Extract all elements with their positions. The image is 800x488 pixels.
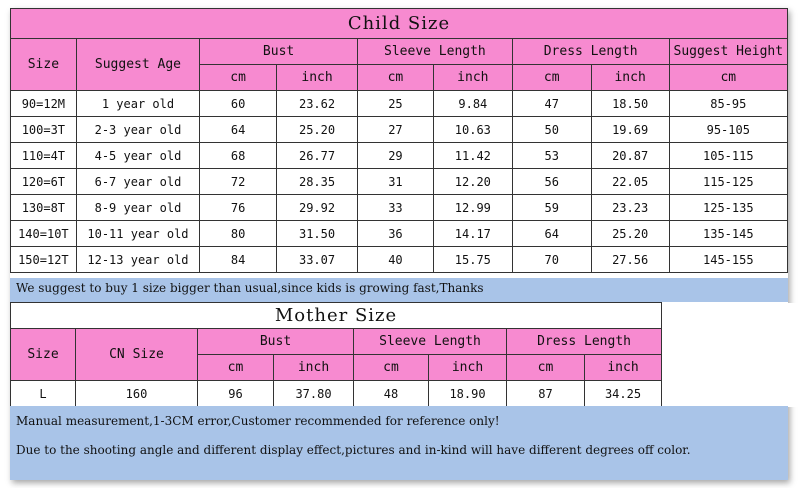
table-row [11,117,788,143]
cell-size: 130=8T [11,195,77,221]
cell-sleeve-in: 11.42 [433,143,512,169]
mother-cell-dress-inch: 34.25 [585,381,662,407]
cell-dress-in: 22.05 [591,169,669,195]
cell-dress-in: 18.50 [591,91,669,117]
child-size-title: Child Size [347,13,451,34]
cell-sleeve-in: 14.17 [433,221,512,247]
header-bust-inch: inch [277,65,358,91]
cell-bust-cm: 80 [200,221,277,247]
cell-bust-cm: 84 [200,247,277,273]
header-suggest-height: Suggest Height [669,39,787,65]
cell-dress-in: 20.87 [591,143,669,169]
table-row [11,91,788,117]
cell-bust-cm: 60 [200,91,277,117]
cell-dress-cm: 70 [512,247,591,273]
cell-dress-cm: 47 [512,91,591,117]
mother-header-size: Size [11,329,76,381]
mother-cell-bust-cm: 96 [198,381,274,407]
cell-height: 95-105 [669,117,787,143]
mother-cell-cn: 160 [76,381,198,407]
cell-bust-cm: 64 [200,117,277,143]
header-sleeve-inch: inch [433,65,512,91]
cell-sleeve-cm: 31 [358,169,434,195]
cell-height: 125-135 [669,195,787,221]
cell-size: 140=10T [11,221,77,247]
note-color-difference: Due to the shooting angle and different display effect,pictures and in-kind will have different degrees off color. [16,443,691,457]
cell-age: 1 year old [76,91,199,117]
table-row [11,221,788,247]
cell-dress-in: 27.56 [591,247,669,273]
mother-header-sleeve-inch: inch [429,355,507,381]
cell-sleeve-cm: 27 [358,117,434,143]
cell-bust-cm: 76 [200,195,277,221]
cell-height: 115-125 [669,169,787,195]
mother-size-table [10,302,800,407]
child-size-table [10,8,788,273]
cell-size: 150=12T [11,247,77,273]
header-dress-inch: inch [591,65,669,91]
header-sleeve-length: Sleeve Length [358,39,513,65]
cell-dress-cm: 50 [512,117,591,143]
cell-bust-in: 23.62 [277,91,358,117]
cell-bust-in: 31.50 [277,221,358,247]
mother-header-cn-size: CN Size [76,329,198,381]
cell-bust-cm: 72 [200,169,277,195]
cell-sleeve-cm: 33 [358,195,434,221]
mother-header-bust-inch: inch [274,355,354,381]
header-bust: Bust [200,39,358,65]
cell-bust-in: 25.20 [277,117,358,143]
table-row [11,169,788,195]
cell-sleeve-cm: 40 [358,247,434,273]
mother-size-title: Mother Size [274,305,398,326]
mother-header-dress-inch: inch [585,355,662,381]
mother-header-bust-cm: cm [198,355,274,381]
cell-sleeve-in: 12.99 [433,195,512,221]
cell-size: 100=3T [11,117,77,143]
header-dress-cm: cm [512,65,591,91]
cell-dress-in: 23.23 [591,195,669,221]
table-row [11,143,788,169]
cell-dress-cm: 64 [512,221,591,247]
header-dress-length: Dress Length [512,39,669,65]
cell-dress-in: 25.20 [591,221,669,247]
cell-age: 6-7 year old [76,169,199,195]
cell-age: 12-13 year old [76,247,199,273]
mother-cell-size: L [11,381,76,407]
cell-sleeve-cm: 29 [358,143,434,169]
note-measurement-error: Manual measurement,1-3CM error,Customer recommended for reference only! [16,414,500,428]
mother-cell-sleeve-inch: 18.90 [429,381,507,407]
cell-height: 145-155 [669,247,787,273]
cell-sleeve-in: 9.84 [433,91,512,117]
cell-dress-cm: 53 [512,143,591,169]
cell-dress-cm: 59 [512,195,591,221]
cell-height: 105-115 [669,143,787,169]
cell-bust-in: 33.07 [277,247,358,273]
size-chart [10,8,788,480]
mother-header-bust: Bust [198,329,354,355]
cell-sleeve-cm: 25 [358,91,434,117]
mother-header-sleeve-length: Sleeve Length [354,329,507,355]
mother-cell-dress-cm: 87 [507,381,585,407]
table-row [11,247,788,273]
cell-bust-in: 29.92 [277,195,358,221]
cell-dress-in: 19.69 [591,117,669,143]
header-size: Size [11,39,77,91]
child-note: We suggest to buy 1 size bigger than usual,since kids is growing fast,Thanks [10,278,788,302]
notes-panel [10,406,788,480]
cell-bust-in: 28.35 [277,169,358,195]
cell-sleeve-cm: 36 [358,221,434,247]
header-suggest-age: Suggest Age [76,39,199,91]
cell-sleeve-in: 10.63 [433,117,512,143]
table-row [11,195,788,221]
header-height-cm: cm [669,65,787,91]
header-sleeve-cm: cm [358,65,434,91]
cell-age: 10-11 year old [76,221,199,247]
mother-header-dress-cm: cm [507,355,585,381]
cell-dress-cm: 56 [512,169,591,195]
cell-size: 110=4T [11,143,77,169]
cell-sleeve-in: 12.20 [433,169,512,195]
cell-height: 135-145 [669,221,787,247]
cell-age: 2-3 year old [76,117,199,143]
header-bust-cm: cm [200,65,277,91]
cell-size: 90=12M [11,91,77,117]
mother-cell-sleeve-cm: 48 [354,381,429,407]
cell-bust-cm: 68 [200,143,277,169]
cell-age: 4-5 year old [76,143,199,169]
cell-bust-in: 26.77 [277,143,358,169]
mother-header-sleeve-cm: cm [354,355,429,381]
cell-height: 85-95 [669,91,787,117]
cell-size: 120=6T [11,169,77,195]
cell-age: 8-9 year old [76,195,199,221]
mother-header-dress-length: Dress Length [507,329,662,355]
mother-cell-bust-inch: 37.80 [274,381,354,407]
cell-sleeve-in: 15.75 [433,247,512,273]
